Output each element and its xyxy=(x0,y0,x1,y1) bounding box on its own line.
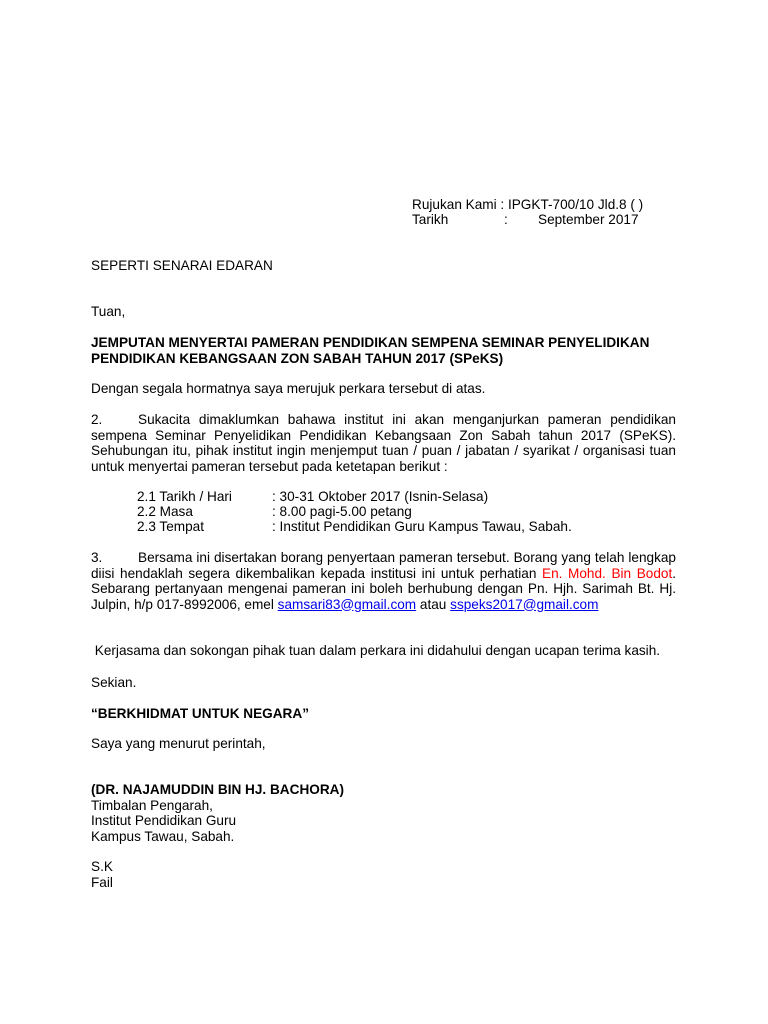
subject-heading xyxy=(91,335,691,366)
cc-line-1: S.K xyxy=(91,859,113,874)
signatory-org: Institut Pendidikan Guru xyxy=(91,813,237,828)
paragraph-3-number: 3. xyxy=(91,550,103,565)
cc-line-2: Fail xyxy=(91,874,113,890)
paragraph-3-text-middle: . Sebarang pertanyaan mengenai pameran ini boleh berhubung dengan Pn. Hjh. Sarimah Bt. Hj. Julpin, h/p 017-8992006, emel xyxy=(91,565,677,612)
email-link-1[interactable]: samsari83@gmail.com xyxy=(277,596,417,612)
subject-line-1: JEMPUTAN MENYERTAI PAMERAN PENDIDIKAN SEMPENA SEMINAR PENYELIDIKAN xyxy=(91,335,650,350)
signatory-block xyxy=(91,782,676,844)
schedule-value: : Institut Pendidikan Guru Kampus Tawau, Sabah. xyxy=(272,519,572,534)
schedule-value: : 8.00 pagi-5.00 petang xyxy=(272,504,412,519)
paragraph-2-text: Sukacita dimaklumkan bahawa institut ini akan menganjurkan pameran pendidikan sempena Seminar Penyelidikan Pendidikan Kebangsaan Zon Sabah tahun 2017 (SPeKS). Sehubungan itu, pihak institut ingin menjemput tuan / puan / jabatan / syarikat / organisasi tuan untuk menyertai pameran tersebut pada ketetapan berikut : xyxy=(91,412,676,474)
subject-line-2: PENDIDIKAN KEBANGSAAN ZON SABAH TAHUN 2017 (SPeKS) xyxy=(91,350,504,366)
date-row xyxy=(412,212,639,228)
schedule-item-date xyxy=(137,489,488,505)
closing-thanks: Kerjasama dan sokongan pihak tuan dalam perkara ini didahului dengan ucapan terima kasih. xyxy=(91,643,661,658)
schedule-label: 2.3 Tempat xyxy=(137,519,205,534)
schedule-item-time xyxy=(137,504,412,520)
date-label: Tarikh xyxy=(412,212,449,227)
recipient: SEPERTI SENARAI EDARAN xyxy=(91,258,273,273)
signatory-name: (DR. NAJAMUDDIN BIN HJ. BACHORA) xyxy=(91,782,344,797)
paragraph-3-text-join: atau xyxy=(416,596,451,612)
motto: “BERKHIDMAT UNTUK NEGARA” xyxy=(91,706,309,721)
reference-row xyxy=(412,197,643,213)
sign-off: Saya yang menurut perintah, xyxy=(91,736,266,751)
paragraph-3-text-before: Bersama ini disertakan borang penyertaan pameran tersebut. Borang yang telah lengkap diisi hendaklah segera dikembalikan kepada institusi ini untuk perhatian xyxy=(91,550,676,581)
reference-value: : IPGKT-700/10 Jld.8 ( ) xyxy=(500,197,644,212)
cc-block xyxy=(91,859,676,890)
signatory-title: Timbalan Pengarah, xyxy=(91,797,213,813)
signatory-location: Kampus Tawau, Sabah. xyxy=(91,828,235,844)
contact-name-highlight: En. Mohd. Bin Bodot xyxy=(542,565,673,581)
sekian: Sekian. xyxy=(91,675,137,690)
schedule-value: : 30-31 Oktober 2017 (Isnin-Selasa) xyxy=(272,489,489,504)
paragraph-2-number: 2. xyxy=(91,412,103,427)
date-separator: : xyxy=(504,212,508,227)
email-link-2[interactable]: sspeks2017@gmail.com xyxy=(450,596,599,612)
date-value: September 2017 xyxy=(538,212,639,227)
salutation: Tuan, xyxy=(91,304,126,319)
schedule-item-venue xyxy=(137,519,572,535)
reference-label: Rujukan Kami xyxy=(412,197,497,212)
schedule-label: 2.1 Tarikh / Hari xyxy=(137,489,232,504)
paragraph-3 xyxy=(91,550,676,612)
schedule-label: 2.2 Masa xyxy=(137,504,193,519)
intro-paragraph: Dengan segala hormatnya saya merujuk perkara tersebut di atas. xyxy=(91,381,486,396)
paragraph-2 xyxy=(91,412,676,474)
